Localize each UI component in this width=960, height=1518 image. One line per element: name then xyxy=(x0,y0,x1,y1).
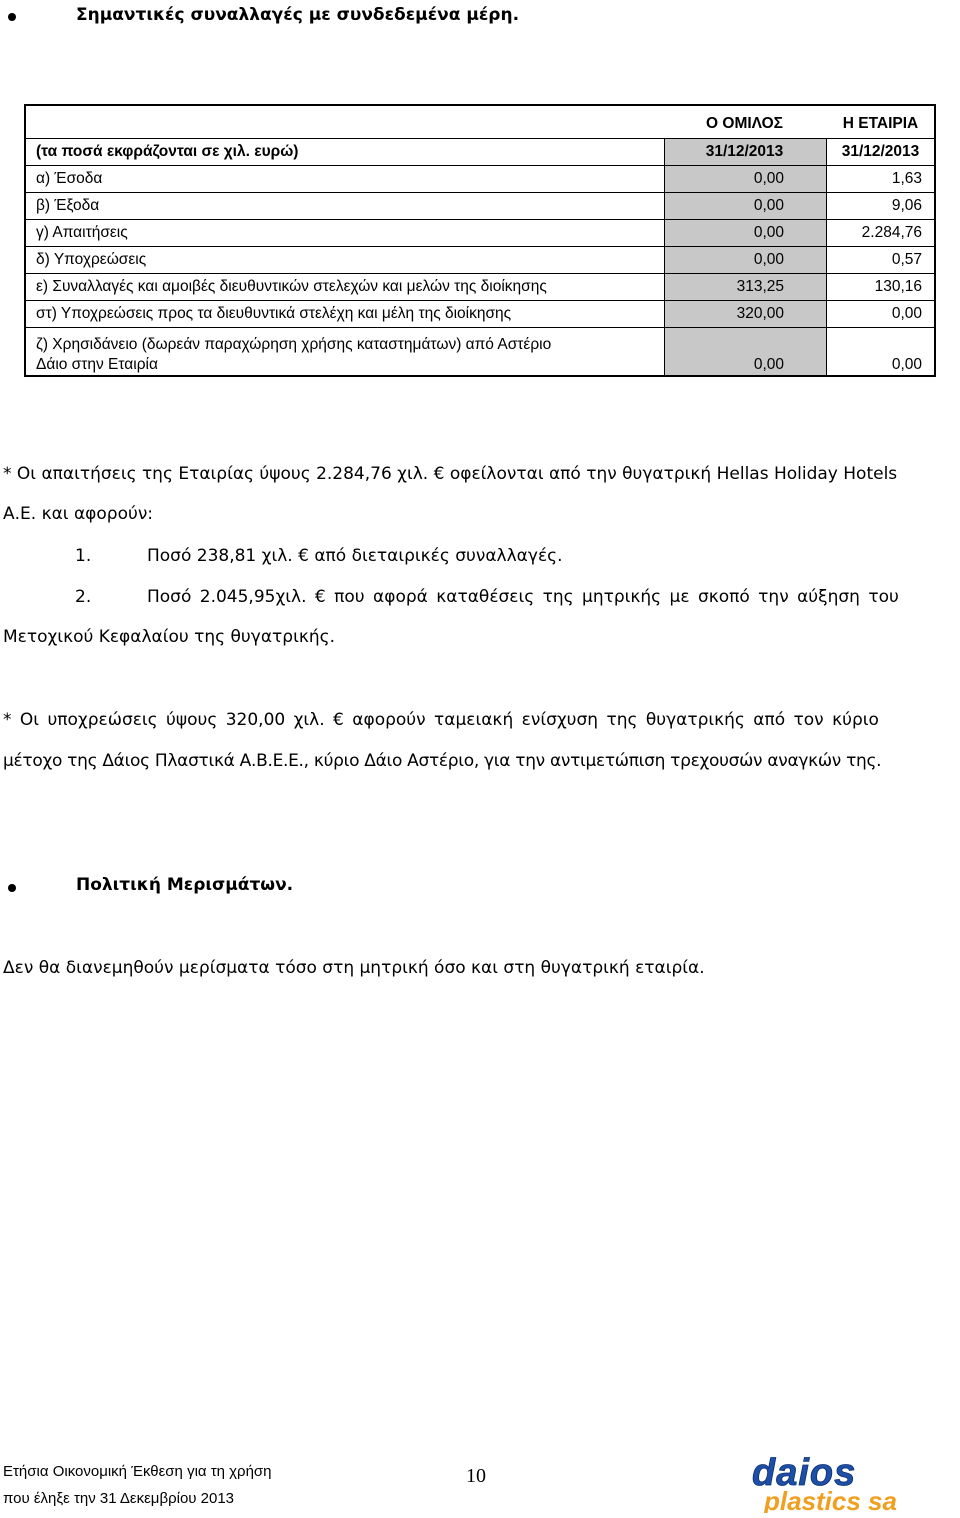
table-rule xyxy=(26,246,934,247)
list-item-text: Ποσό 2.045,95χιλ. € που αφορά καταθέσεις της μητρικής με σκοπό την αύξηση του xyxy=(147,587,899,607)
table-rule xyxy=(26,192,934,193)
table-cell-group: 0,00 xyxy=(753,197,784,214)
bullet-icon xyxy=(8,13,16,21)
table-rule xyxy=(26,300,934,301)
table-cell-group: 0,00 xyxy=(753,170,784,187)
euro-icon: € xyxy=(333,710,344,730)
table-cell-company: 130,16 xyxy=(874,278,922,295)
table-rule xyxy=(26,327,934,328)
header-date-company: 31/12/2013 xyxy=(841,143,920,160)
table-row-label-cont: Δάιο στην Εταιρία xyxy=(36,356,158,373)
euro-icon: € xyxy=(433,464,445,484)
table-cell-company: 0,00 xyxy=(891,305,922,322)
receivables-note: * Οι απαιτήσεις της Εταιρίας ύψους 2.284,76 χιλ. € οφείλονται από την θυγατρική Hellas Holiday Hotels xyxy=(3,464,898,484)
list-item-number: 1. xyxy=(75,546,92,566)
section-heading-related-parties: Σημαντικές συναλλαγές με συνδεδεμένα μέρη. xyxy=(76,5,520,25)
svg-text:plastics sa: plastics sa xyxy=(764,1486,897,1513)
table-cell-company: 0,00 xyxy=(891,356,922,373)
header-units-label: (τα ποσά εκφράζονται σε χιλ. ευρώ) xyxy=(36,143,299,160)
table-row-label: β) Έξοδα xyxy=(36,197,100,214)
table-cell-group: 0,00 xyxy=(753,356,784,373)
section-heading-dividend-policy: Πολιτική Μερισμάτων. xyxy=(76,875,294,895)
dividend-policy-text: Δεν θα διανεμηθούν μερίσματα τόσο στη μητρική όσο και στη θυγατρική εταιρία. xyxy=(3,958,705,978)
table-row-label: ζ) Χρησιδάνειο (δωρεάν παραχώρηση χρήσης καταστημάτων) από Αστέριο xyxy=(36,336,552,353)
list-item-text-cont: Μετοχικού Κεφαλαίου της θυγατρικής. xyxy=(3,627,335,647)
table-cell-company: 9,06 xyxy=(891,197,922,214)
table-row-label: ε) Συναλλαγές και αμοιβές διευθυντικών στελεχών και μελών της διοίκησης xyxy=(36,278,547,295)
table-cell-group: 0,00 xyxy=(753,224,784,241)
daios-logo-icon xyxy=(746,1455,936,1513)
table-cell-group: 0,00 xyxy=(753,251,784,268)
table-cell-company: 2.284,76 xyxy=(861,224,922,241)
list-item-number: 2. xyxy=(75,587,92,607)
footer-report-title: Ετήσια Οικονομική Έκθεση για τη χρήση xyxy=(3,1463,272,1480)
related-party-table xyxy=(24,104,936,377)
group-column-shading xyxy=(664,139,827,375)
footer-report-period: που έληξε την 31 Δεκεμβρίου 2013 xyxy=(3,1490,235,1507)
table-cell-group: 313,25 xyxy=(736,278,784,295)
liabilities-note: * Οι υποχρεώσεις ύψους 320,00 χιλ. € αφορούν ταμειακή ενίσχυση της θυγατρικής από τον κύριο xyxy=(3,710,879,730)
euro-icon: € xyxy=(314,587,326,607)
table-cell-company: 1,63 xyxy=(891,170,922,187)
table-cell-company: 0,57 xyxy=(891,251,922,268)
table-rule xyxy=(26,219,934,220)
company-logo xyxy=(746,1455,936,1513)
table-rule xyxy=(26,165,934,166)
liabilities-note-cont: μέτοχο της Δάιος Πλαστικά Α.Β.Ε.Ε., κύριο Δάιο Αστέριο, για την αντιμετώπιση τρεχουσών αναγκών της. xyxy=(3,751,882,771)
svg-text:daios: daios xyxy=(752,1455,857,1494)
table-row-label: δ) Υποχρεώσεις xyxy=(36,251,147,268)
table-row-label: α) Έσοδα xyxy=(36,170,103,187)
table-cell-group: 320,00 xyxy=(736,305,784,322)
table-row-label: στ) Υποχρεώσεις προς τα διευθυντικά στελέχη και μέλη της διοίκησης xyxy=(36,305,512,322)
header-company: Η ΕΤΑΙΡΙΑ xyxy=(842,115,919,132)
receivables-note-cont: Α.Ε. και αφορούν: xyxy=(3,504,154,524)
table-rule xyxy=(26,138,934,139)
header-group: Ο ΟΜΙΛΟΣ xyxy=(706,115,783,132)
euro-icon: € xyxy=(298,546,309,566)
table-rule xyxy=(26,273,934,274)
table-row-label: γ) Απαιτήσεις xyxy=(36,224,128,241)
list-item-text: Ποσό 238,81 χιλ. € από διεταιρικές συναλλαγές. xyxy=(147,546,563,566)
header-date-group: 31/12/2013 xyxy=(705,143,784,160)
page-number: 10 xyxy=(466,1465,486,1487)
bullet-icon xyxy=(8,884,16,892)
